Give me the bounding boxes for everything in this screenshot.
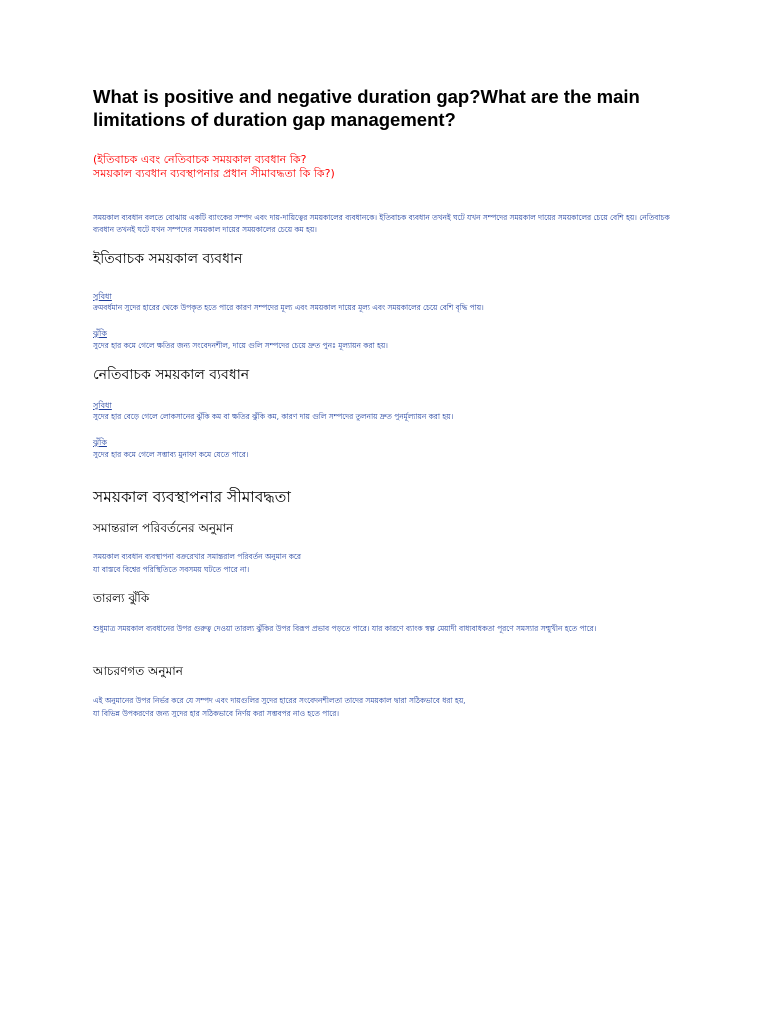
positive-risk-text: সুদের হার কমে গেলে ক্ষতির জন্য সংবেদনশীল, দায়ে গুলি সম্পদের চেয়ে দ্রুত পুনঃ মূল্যায়ন করা হয়। [93, 341, 388, 350]
page-title: What is positive and negative duration gap?What are the main limitations of duration gap management? [93, 86, 640, 130]
negative-risk-text: সুদের হার কমে গেলে সম্ভাব্য মুনাফা কমে যেতে পারে। [93, 450, 249, 459]
negative-risk-label: ঝুঁকি [93, 438, 107, 447]
behavioral-line-2: যা বিভিন্ন উপকরণের জন্য সুদের হার সঠিকভাবে নির্ণয় করা সম্ভবপর নাও হতে পারে। [93, 709, 339, 718]
positive-advantage-label: সুবিধা [93, 292, 112, 301]
behavioral-heading: আচরণগত অনুমান [93, 664, 183, 678]
negative-advantage-label: সুবিধা [93, 401, 112, 410]
question-bangla-line-1: (ইতিবাচক এবং নেতিবাচক সময়কাল ব্যবধান কি? [93, 153, 307, 166]
behavioral-line-1: এই অনুমানের উপর নির্ভর করে যে সম্পদ এবং দায়গুলির সুদের হারের সংবেদনশীলতা তাদের সময়কাল দ্বারা সঠিকভাবে ধরা হয়, [93, 696, 466, 705]
parallel-shift-line-1: সময়কাল ব্যবধান ব্যবস্থাপনা বক্ররেখার সমান্তরাল পরিবর্তন অনুমান করে [93, 552, 301, 561]
parallel-shift-heading: সমান্তরাল পরিবর্তনের অনুমান [93, 521, 234, 535]
liquidity-risk-heading: তারল্য ঝুঁকি [93, 591, 150, 605]
positive-advantage-text: ক্রমবর্ধমান সুদের হারের থেকে উপকৃত হতে পারে কারণ সম্পদের মূল্য এবং সময়কাল দায়ের মূল্য এবং সময়কালের চেয়ে বেশি বৃদ্ধি পায়। [93, 303, 484, 312]
limitations-heading: সময়কাল ব্যবস্থাপনার সীমাবদ্ধতা [93, 488, 291, 506]
positive-risk-label: ঝুঁকি [93, 329, 107, 338]
negative-gap-heading: নেতিবাচক সময়কাল ব্যবধান [93, 367, 250, 383]
negative-advantage-text: সুদের হার বেড়ে গেলে লোকসানের ঝুঁকি কম বা ক্ষতির ঝুঁকি কম, কারণ দায় গুলি সম্পদের তুলনায় দ্রুত পুনর্মূল্যায়ন করা হয়। [93, 412, 454, 421]
positive-gap-heading: ইতিবাচক সময়কাল ব্যবধান [93, 251, 243, 267]
intro-paragraph: সময়কাল ব্যবধান বলতে বোঝায় একটি ব্যাংকের সম্পদ এবং দায়-দায়িত্বের সময়কালের ব্যবধানকে। ইতিবাচক ব্যবধান তখনই ঘটে যখন সম্পদের সময়কাল দায়ের সময়কালের চেয়ে বেশি হয়। নেতিবাচক ব্যবধান তখনই ঘটে যখন সম্পদের সময়কাল দায়ের সময়কালের চেয়ে কম হয়। [93, 213, 670, 234]
parallel-shift-line-2: যা বাস্তবে বিশ্বের পরিস্থিতিতে সবসময় ঘটতে পারে না। [93, 565, 250, 574]
question-bangla-line-2: সময়কাল ব্যবধান ব্যবস্থাপনার প্রধান সীমাবদ্ধতা কি কি?) [93, 167, 335, 180]
liquidity-risk-text: শুধুমাত্র সময়কাল ব্যবধানের উপর গুরুত্ব দেওয়া তারল্য ঝুঁকির উপর বিরূপ প্রভাব পড়তে পারে। যার কারণে ব্যাংক স্বল্প মেয়াদী বাধ্যবাধকতা পূরণে সমস্যার সম্মুখীন হতে পারে। [93, 624, 597, 633]
